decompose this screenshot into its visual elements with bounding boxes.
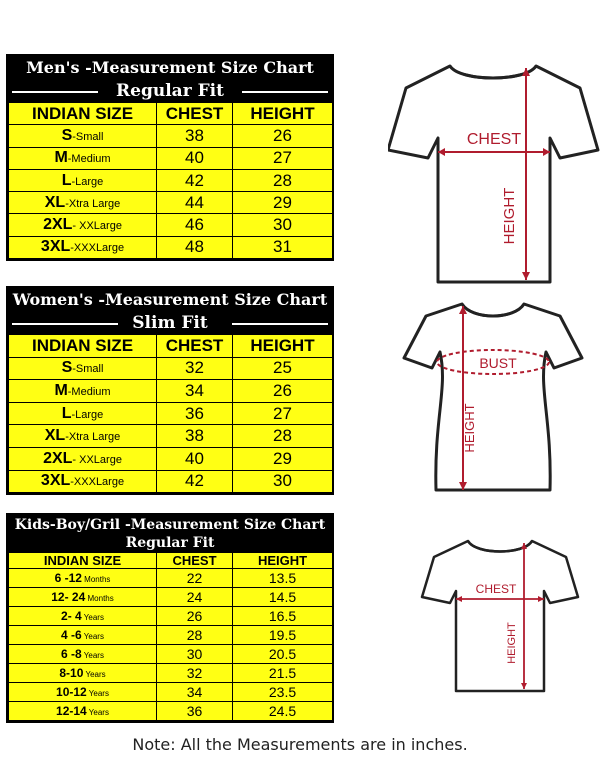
size-cell [9,607,157,626]
size-description: -Large [71,175,104,188]
size-code: 2XL [43,449,73,467]
mens-tshirt-diagram [388,58,600,294]
height-value: 20.5 [233,645,333,664]
size-code: 6 -8 [61,647,82,662]
table-row [9,192,333,214]
table-row [9,236,333,258]
mens-fit-label: Regular Fit [110,81,230,101]
size-code: 3XL [40,238,71,256]
mens-size-chart [6,54,334,261]
table-row [9,588,333,607]
table-row [9,125,333,147]
womens-size-table [8,334,333,493]
height-value: 30 [233,470,333,493]
kids-size-chart [6,513,334,723]
size-description: Years [83,670,106,680]
height-value: 13.5 [233,569,333,588]
chest-value: 32 [157,664,233,683]
table-row [9,683,333,702]
table-row [9,357,333,380]
size-cell [9,626,157,645]
size-cell [9,447,157,470]
size-cell [9,645,157,664]
chest-value: 38 [157,425,233,448]
size-cell [9,214,157,236]
col-header-height: HEIGHT [233,335,333,358]
size-cell [9,588,157,607]
height-value: 25 [233,357,333,380]
size-code: 6 -12 [54,571,82,586]
height-value: 29 [233,192,333,214]
table-row [9,702,333,721]
mens-fit-bar [8,80,332,102]
chest-value: 48 [157,236,233,258]
size-description: Years [81,632,104,642]
height-label: HEIGHT [506,622,518,664]
size-code: XL [44,193,66,211]
chest-label: CHEST [475,582,517,596]
womens-fit-label: Slim Fit [126,313,213,333]
size-code: 2- 4 [61,609,82,624]
col-header-size: INDIAN SIZE [9,553,157,569]
table-row [9,380,333,403]
height-value: 28 [233,169,333,191]
height-value: 29 [233,447,333,470]
size-description: -Small [72,363,104,376]
col-header-chest: CHEST [157,553,233,569]
chest-value: 22 [157,569,233,588]
size-code: 8-10 [59,666,84,681]
size-description: Months [85,594,114,604]
chest-value: 40 [157,447,233,470]
chest-value: 42 [157,470,233,493]
table-row [9,607,333,626]
chest-value: 26 [157,607,233,626]
size-cell [9,380,157,403]
mens-size-table [8,102,333,259]
size-cell [9,402,157,425]
height-value: 14.5 [233,588,333,607]
chest-value: 30 [157,645,233,664]
size-cell [9,357,157,380]
table-row [9,147,333,169]
size-code: L [61,171,72,189]
col-header-height: HEIGHT [233,553,333,569]
kids-tshirt-diagram [420,535,580,699]
size-description: -XXXLarge [70,242,125,255]
table-header-row [9,103,333,125]
womens-tshirt-diagram [400,298,590,498]
table-row [9,569,333,588]
size-cell [9,147,157,169]
chest-label: CHEST [466,131,522,148]
size-code: 12-14 [56,704,87,719]
size-code: XL [44,427,66,445]
col-header-size: INDIAN SIZE [9,335,157,358]
size-description: -Medium [67,153,111,166]
size-cell [9,683,157,702]
size-description: Years [81,651,104,661]
table-header-row [9,335,333,358]
height-value: 24.5 [233,702,333,721]
chest-value: 34 [157,683,233,702]
bust-label: BUST [479,355,517,371]
size-description: Years [86,689,109,699]
chest-value: 36 [157,702,233,721]
size-cell [9,664,157,683]
height-value: 26 [233,380,333,403]
table-row [9,626,333,645]
height-label: HEIGHT [462,403,477,453]
size-cell [9,470,157,493]
womens-fit-bar [8,312,332,334]
size-code: 3XL [40,472,71,490]
size-code: S [61,126,73,144]
table-row [9,425,333,448]
chest-value: 44 [157,192,233,214]
womens-size-chart [6,286,334,495]
size-cell [9,169,157,191]
size-cell [9,236,157,258]
womens-chart-title: Women's -Measurement Size Chart [8,288,332,312]
size-code: M [54,149,68,167]
size-code: 4 -6 [61,628,82,643]
tshirt-outline [404,304,582,490]
size-description: Months [81,575,111,585]
size-cell [9,425,157,448]
size-code: 2XL [43,216,73,234]
size-description: -Small [72,130,104,143]
size-description: -Xtra Large [65,431,121,444]
height-label: HEIGHT [501,187,518,245]
chest-value: 38 [157,125,233,147]
size-description: Years [86,708,109,718]
table-row [9,470,333,493]
height-value: 21.5 [233,664,333,683]
table-row [9,664,333,683]
table-row [9,169,333,191]
kids-chart-title: Kids-Boy/Gril -Measurement Size Chart [8,515,332,535]
size-cell [9,569,157,588]
height-value: 28 [233,425,333,448]
tshirt-outline [388,66,598,282]
size-description: -Medium [67,385,111,398]
size-description: -Large [71,408,104,421]
table-header-row [9,553,333,569]
height-value: 26 [233,125,333,147]
table-row [9,645,333,664]
col-header-size: INDIAN SIZE [9,103,157,125]
col-header-chest: CHEST [157,335,233,358]
size-description: - XXLarge [72,453,122,466]
size-description: -XXXLarge [70,476,125,489]
size-description: Years [81,613,104,623]
height-value: 27 [233,402,333,425]
col-header-height: HEIGHT [233,103,333,125]
chest-value: 36 [157,402,233,425]
table-row [9,402,333,425]
chest-value: 32 [157,357,233,380]
height-value: 31 [233,236,333,258]
height-value: 27 [233,147,333,169]
size-code: 10-12 [56,685,87,700]
chest-value: 40 [157,147,233,169]
height-value: 30 [233,214,333,236]
kids-fit-bar [8,535,332,552]
size-code: S [61,359,73,377]
size-cell [9,702,157,721]
chest-value: 46 [157,214,233,236]
mens-chart-title: Men's -Measurement Size Chart [8,56,332,80]
height-value: 19.5 [233,626,333,645]
size-cell [9,192,157,214]
size-code: 12- 24 [51,590,86,605]
height-value: 16.5 [233,607,333,626]
kids-size-table [8,552,333,721]
size-description: - XXLarge [72,220,122,233]
chest-value: 28 [157,626,233,645]
table-row [9,447,333,470]
chest-value: 24 [157,588,233,607]
size-code: M [54,381,68,399]
col-header-chest: CHEST [157,103,233,125]
chest-value: 42 [157,169,233,191]
size-description: -Xtra Large [65,197,121,210]
chest-value: 34 [157,380,233,403]
table-row [9,214,333,236]
tshirt-outline [422,541,578,691]
size-cell [9,125,157,147]
height-value: 23.5 [233,683,333,702]
size-code: L [61,404,72,422]
measurement-note: Note: All the Measurements are in inches. [132,735,468,754]
kids-fit-label: Regular Fit [120,535,221,551]
